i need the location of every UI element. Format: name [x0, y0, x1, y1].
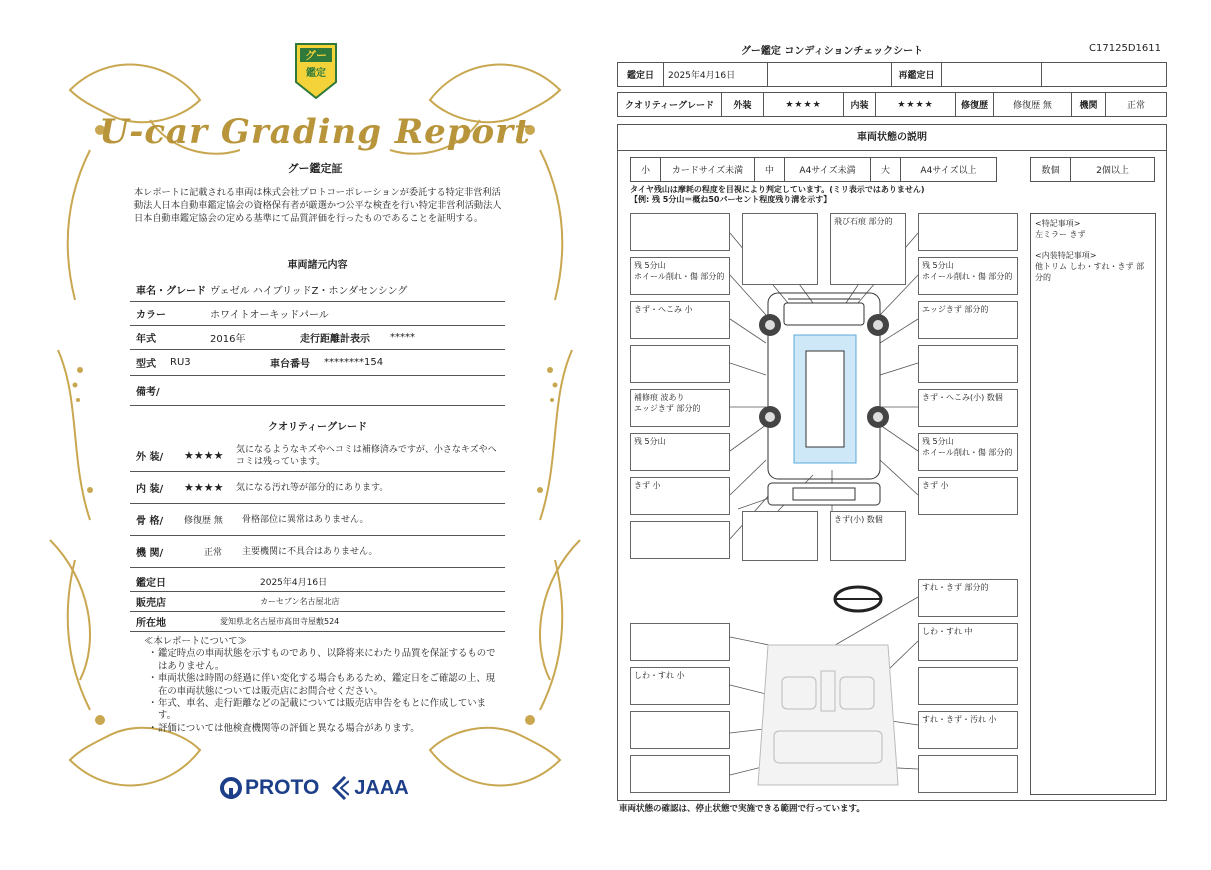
spec-row-remarks: 備考/ [130, 376, 505, 406]
condition-box [918, 667, 1018, 705]
condition-box: しわ・すれ 小 [630, 667, 730, 705]
date-table [617, 62, 1167, 87]
reinspect-label: 再鑑定日 [892, 63, 942, 87]
condition-box: 残 5分山 ホイール削れ・傷 部分的 [918, 257, 1018, 295]
sheet-id: C17125D1611 [1089, 43, 1161, 54]
engine-label: 機関 [1072, 93, 1106, 117]
condition-box: きず 小 [630, 477, 730, 515]
interior-remarks-value: 他トリム しわ・すれ・きず 部分的 [1035, 262, 1145, 282]
condition-box: エッジきず 部分的 [918, 301, 1018, 339]
condition-box [742, 511, 818, 561]
spec-row-name: 車名・グレード ヴェゼル ハイブリッドZ・ホンダセンシング [130, 278, 505, 302]
note-item: ・ 評価については他検査機関等の評価と異なる場合があります。 [148, 722, 420, 734]
quality-row-engine: 機 関/ 正常 主要機関に不具合はありません。 [130, 536, 505, 568]
condition-box [630, 755, 730, 793]
repair-label: 修復歴 [956, 93, 994, 117]
spec-year-value: 2016年 [210, 334, 246, 345]
info-row-address: 所在地 愛知県北名古屋市高田寺屋敷524 [130, 612, 505, 632]
reinspect-value [942, 63, 1042, 87]
condition-box: 飛び石痕 部分的 [830, 213, 906, 285]
condition-box [918, 345, 1018, 383]
condition-box: きず・へこみ 小 [630, 301, 730, 339]
condition-box: 残 5分山 ホイール削れ・傷 部分的 [630, 257, 730, 295]
sheet-title: グー鑑定 コンディションチェックシート [740, 46, 924, 57]
date-label: 鑑定日 [618, 63, 664, 87]
spec-model-value: RU3 [170, 357, 191, 368]
condition-box: きず・へこみ(小) 数個 [918, 389, 1018, 427]
exterior-label: 外装 [722, 93, 764, 117]
spec-section-title: 車両諸元内容 [287, 260, 348, 271]
quality-section-title: クオリティーグレード [268, 422, 367, 433]
certificate-subtitle: グー鑑定証 [287, 162, 343, 175]
exterior-value: ★★★★ [764, 93, 844, 117]
panel-title: 車両状態の説明 [618, 125, 1166, 151]
condition-box [918, 755, 1018, 793]
notes-title: ≪本レポートについて≫ [144, 636, 247, 647]
jaaa-mark-icon [331, 776, 349, 800]
sponsor-logos [220, 776, 409, 800]
spec-chassis-value: ********154 [324, 357, 384, 368]
spec-row-color: カラー ホワイトオーキッドパール [130, 302, 505, 326]
note-item: ・ 車両状態は時間の経過に伴い変化する場合もあるため、鑑定日をご確認の上、現在の車両状態については販売店にお問合せください。 [148, 673, 496, 697]
tire-note: タイヤ残山は摩耗の程度を目視により判定しています。(ミリ表示ではありません) 【例: 残 5分山＝概ね50パーセント程度残り溝を示す】 [630, 185, 925, 204]
info-row-date: 鑑定日 2025年4月16日 [130, 572, 505, 592]
spec-mileage-value: ***** [390, 332, 415, 343]
condition-box [918, 213, 1018, 251]
size-legend: 小 カードサイズ未満 中 A4サイズ未満 大 A4サイズ以上 [630, 157, 997, 182]
quality-table [617, 92, 1167, 117]
jaaa-logo: JAAA [331, 776, 408, 800]
condition-box [630, 213, 730, 251]
info-row-shop: 販売店 カーセブン名古屋北店 [130, 592, 505, 612]
spec-row-model: 型式 RU3 車台番号 ********154 [130, 350, 505, 376]
interior-remarks-label: <内装特記事項> [1035, 251, 1097, 260]
certificate-title: U-car Grading Report [99, 112, 531, 152]
interior-value: ★★★★ [876, 93, 956, 117]
proto-mark-icon [220, 777, 242, 799]
special-remarks-label: <特記事項> [1035, 219, 1081, 228]
remarks-box [1030, 213, 1156, 795]
spec-row-year: 年式 2016年 走行距離計表示 ***** [130, 326, 505, 350]
condition-box: すれ・きず 部分的 [918, 579, 1018, 617]
condition-box [742, 213, 818, 285]
sheet-footnote: 車両状態の確認は、停止状態で実施できる範囲で行っています。 [619, 804, 865, 814]
special-remarks-value: 左ミラー きず [1035, 230, 1086, 239]
condition-box: きず 小 [918, 477, 1018, 515]
condition-check-sheet [617, 38, 1169, 818]
condition-box: しわ・すれ 中 [918, 623, 1018, 661]
note-item: ・ 年式、車名、走行距離などの記載については販売店申告をもとに作成しています。 [148, 698, 486, 722]
quality-row-exterior: 外 装/ ★★★★ 気になるようなキズやヘコミは補修済みですが、小さなキズやヘコミは残っています。 [130, 440, 505, 472]
quality-row-interior: 内 装/ ★★★★ 気になる汚れ等が部分的にあります。 [130, 472, 505, 504]
proto-logo: PROTO [220, 776, 319, 800]
spec-name-value: ヴェゼル ハイブリッドZ・ホンダセンシング [210, 286, 408, 297]
count-legend: 数個 2個以上 [1030, 157, 1155, 182]
condition-box [630, 711, 730, 749]
quality-row-frame: 骨 格/ 修復歴 無 骨格部位に異常はありません。 [130, 504, 505, 536]
interior-label: 内装 [844, 93, 876, 117]
condition-box: すれ・きず・汚れ 小 [918, 711, 1018, 749]
reinspect-blank [1042, 63, 1167, 87]
condition-box: 残 5分山 [630, 433, 730, 471]
spec-color-value: ホワイトオーキッドパール [210, 310, 329, 321]
certificate-statement: 本レポートに記載される車両は株式会社プロトコーポレーションが委託する特定非営利活動法人日本自動車鑑定協会の資格保有者が厳選かつ公平な検査を行い特定非営利活動法人日本自動車鑑定協会の定める基準にて品質評価を行ったものであることを証明する。 [134, 187, 502, 224]
note-item: ・ 鑑定時点の車両状態を示すものであり、以降将来にわたり品質を保証するものではありません。 [148, 648, 496, 672]
condition-box [630, 521, 730, 559]
goo-kantei-badge-icon [292, 42, 340, 100]
repair-value: 修復歴 無 [994, 93, 1072, 117]
condition-box [630, 623, 730, 661]
date-blank [768, 63, 892, 87]
vehicle-condition-panel [617, 124, 1167, 801]
condition-box: 残 5分山 ホイール削れ・傷 部分的 [918, 433, 1018, 471]
engine-value: 正常 [1106, 93, 1167, 117]
svg-text:鑑定: 鑑定 [306, 68, 326, 79]
quality-label: クオリティーグレード [618, 93, 722, 117]
date-value: 2025年4月16日 [664, 63, 768, 87]
svg-text:グー: グー [305, 49, 327, 62]
report-notes [144, 636, 500, 735]
grading-certificate [30, 20, 600, 820]
condition-box [630, 345, 730, 383]
condition-box: 補修痕 波あり エッジきず 部分的 [630, 389, 730, 427]
condition-box: きず(小) 数個 [830, 511, 906, 561]
